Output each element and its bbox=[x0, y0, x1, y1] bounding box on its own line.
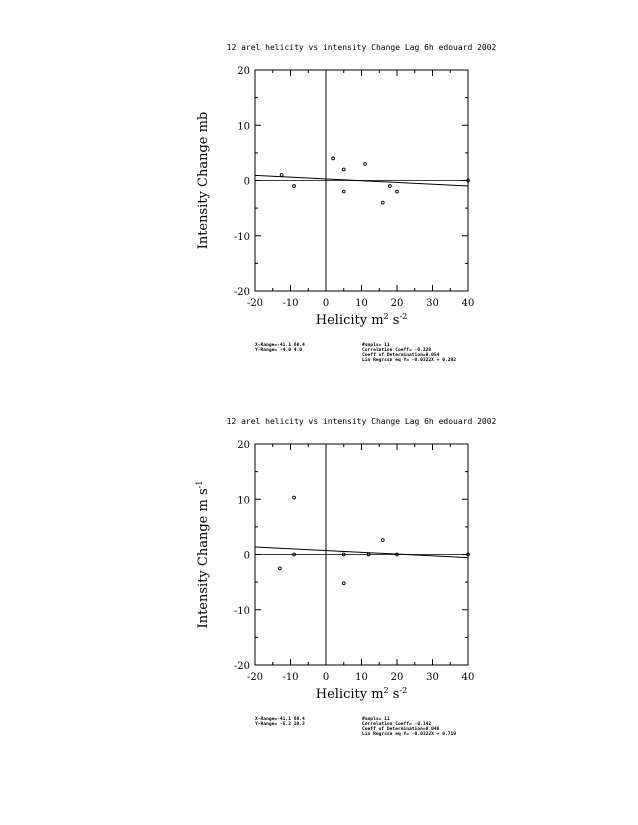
stats-regression-text: Lin Regrssn eq Y= -0.0322X + 0.292 bbox=[362, 358, 457, 363]
stats-range-text: X-Range=-41.1 68.4 bbox=[255, 343, 305, 348]
stats-regression-text: Correlation Coeff= -0.142 bbox=[362, 722, 432, 727]
x-tick-label: 20 bbox=[390, 672, 404, 683]
data-point bbox=[342, 582, 345, 585]
data-point bbox=[381, 201, 384, 204]
regression-line bbox=[255, 547, 468, 558]
data-point bbox=[342, 190, 345, 193]
chart-title: 12 arel helicity vs intensity Change Lag 6h edouard 2002 bbox=[226, 43, 497, 52]
stats-regression-text: #smpls= 11 bbox=[362, 717, 390, 722]
data-point bbox=[396, 190, 399, 193]
data-point bbox=[293, 496, 296, 499]
y-tick-label: -10 bbox=[233, 605, 250, 617]
x-tick-label: 30 bbox=[426, 672, 439, 683]
x-tick-label: 0 bbox=[322, 672, 330, 683]
chart-title: 12 arel helicity vs intensity Change Lag 6h edouard 2002 bbox=[226, 417, 497, 426]
y-tick-label: 0 bbox=[243, 550, 250, 562]
x-tick-label: 10 bbox=[355, 672, 368, 683]
y-tick-label: 0 bbox=[243, 176, 250, 188]
y-axis-label: Intensity Change m $s^{-1}$ bbox=[195, 480, 211, 629]
data-point bbox=[332, 157, 335, 160]
stats-regression-text: Coeff of Determination=0.048 bbox=[362, 727, 440, 732]
data-point bbox=[389, 185, 392, 188]
stats-regression-text: #smpls= 11 bbox=[362, 343, 390, 348]
stats-regression-text: Correlation Coeff= -0.228 bbox=[362, 348, 432, 353]
y-tick-label: -20 bbox=[233, 661, 250, 672]
data-point bbox=[342, 168, 345, 171]
y-axis-label: Intensity Change mb bbox=[196, 111, 211, 250]
y-tick-label: 20 bbox=[237, 66, 250, 77]
x-tick-label: 0 bbox=[322, 298, 330, 309]
x-tick-label: -20 bbox=[246, 298, 264, 309]
x-axis-label: Helicity $m^2$ $s^{-2}$ bbox=[315, 312, 408, 328]
x-tick-label: -10 bbox=[282, 672, 299, 683]
chart-2 bbox=[195, 417, 497, 737]
x-tick-label: 10 bbox=[355, 298, 368, 309]
stats-range-text: Y-Range= -5.2 10.3 bbox=[255, 722, 305, 727]
x-tick-label: 40 bbox=[461, 298, 475, 309]
y-tick-label: -20 bbox=[233, 287, 250, 298]
x-tick-label: -10 bbox=[282, 298, 299, 309]
data-point bbox=[381, 539, 384, 542]
data-point bbox=[280, 174, 283, 177]
stats-regression-text: Lin Regrssn eq Y= -0.0322X + 0.719 bbox=[362, 732, 457, 737]
x-tick-label: -20 bbox=[246, 672, 264, 683]
y-tick-label: 20 bbox=[237, 440, 250, 451]
stats-range-text: X-Range=-41.1 68.4 bbox=[255, 717, 305, 722]
stats-range-text: Y-Range= -4.0 4.0 bbox=[255, 348, 303, 353]
y-tick-label: 10 bbox=[237, 495, 250, 507]
data-point bbox=[278, 567, 281, 570]
y-tick-label: -10 bbox=[233, 231, 250, 243]
data-point bbox=[293, 185, 296, 188]
x-tick-label: 40 bbox=[461, 672, 475, 683]
y-tick-label: 10 bbox=[237, 121, 250, 133]
x-tick-label: 20 bbox=[390, 298, 404, 309]
stats-regression-text: Coeff of Determination=0.054 bbox=[362, 353, 440, 358]
x-axis-label: Helicity $m^2$ $s^{-2}$ bbox=[315, 686, 408, 702]
chart-1 bbox=[196, 43, 497, 363]
data-point bbox=[364, 163, 367, 166]
x-tick-label: 30 bbox=[426, 298, 439, 309]
